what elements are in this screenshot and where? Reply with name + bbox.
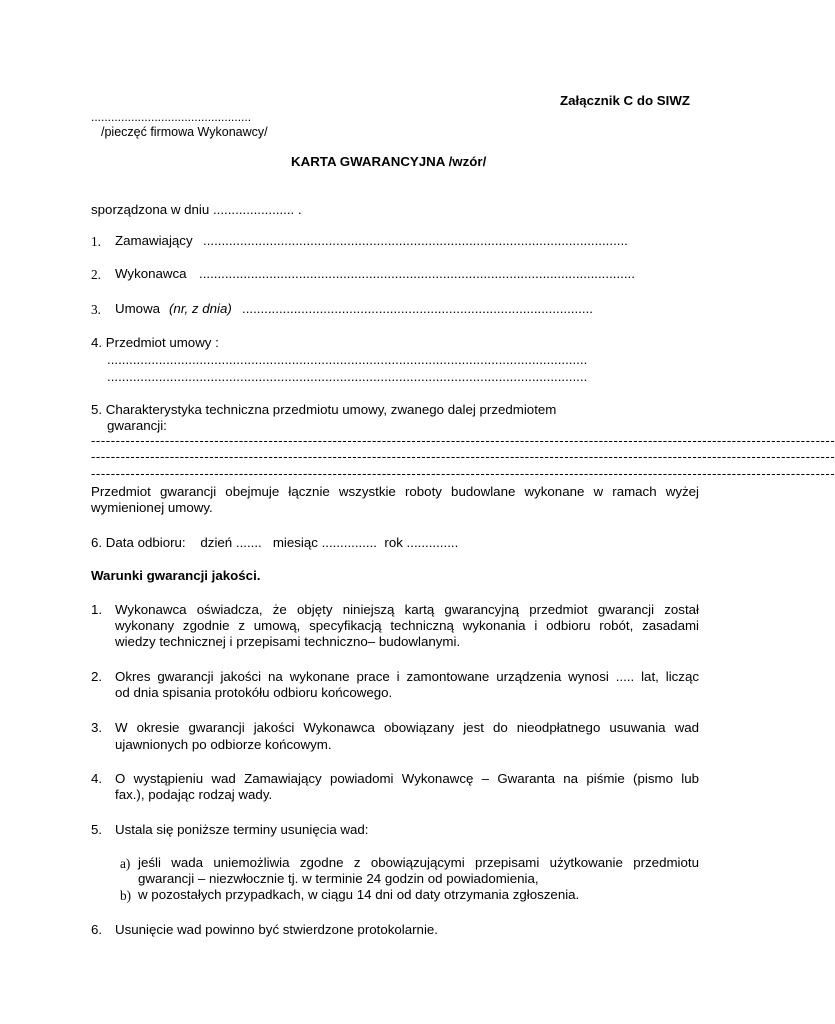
sub-item-a-number: a) <box>120 856 131 871</box>
field-4-line-1: .................................................................................................................................. <box>107 352 588 367</box>
field-1-dots: ................................................................................................................... <box>203 233 628 248</box>
attachment-label: Załącznik C do SIWZ <box>560 93 691 108</box>
field-2-label: Wykonawca <box>115 266 187 281</box>
sub-item-a-line-2: gwarancji – niezwłocznie tj. w terminie 24 godzin od powiadomienia, <box>138 871 539 886</box>
field-3-number: 3. <box>91 302 101 317</box>
condition-1-line-2: wykonany zgodnie z umową, specyfikacją techniczną wykonania i odbioru robót, zasadami <box>115 618 699 633</box>
field-1-label: Zamawiający <box>115 233 193 248</box>
condition-4-line-2: fax.), podając rodzaj wady. <box>115 787 273 802</box>
conditions-heading: Warunki gwarancji jakości. <box>91 568 261 583</box>
condition-3-line-2: ujawnionych po odbiorze końcowym. <box>115 737 332 752</box>
condition-4-number: 4. <box>91 771 103 786</box>
scope-line-1: Przedmiot gwarancji obejmuje łącznie wszystkie roboty budowlane wykonane w ramach wyżej <box>91 484 699 499</box>
condition-2-number: 2. <box>91 669 103 684</box>
field-2-dots: ...................................................................................................................... <box>199 266 635 281</box>
page-title: KARTA GWARANCYJNA /wzór/ <box>291 154 487 169</box>
condition-4-line-1: O wystąpieniu wad Zamawiający powiadomi Wykonawcę – Gwaranta na piśmie (pismo lub <box>115 771 699 786</box>
field-1-number: 1. <box>91 234 101 249</box>
condition-5-line-1: Ustala się poniższe terminy usunięcia wad: <box>115 822 369 837</box>
condition-2-line-1: Okres gwarancji jakości na wykonane prace i zamontowane urządzenia wynosi ..... lat, licząc <box>115 669 699 684</box>
field-5-label: 5. Charakterystyka techniczna przedmiotu umowy, zwanego dalej przedmiotem <box>91 402 557 417</box>
condition-5-number: 5. <box>91 822 103 837</box>
condition-3-number: 3. <box>91 720 103 735</box>
condition-6-line-1: Usunięcie wad powinno być stwierdzone protokolarnie. <box>115 922 438 937</box>
field-5-label-cont: gwarancji: <box>107 418 167 433</box>
scope-line-2: wymienionej umowy. <box>91 500 213 515</box>
stamp-dots: ................................................ <box>91 110 252 124</box>
stamp-label: /pieczęć firmowa Wykonawcy/ <box>101 125 268 139</box>
condition-3-line-1: W okresie gwarancji jakości Wykonawca obowiązany jest do nieodpłatnego usuwania wad <box>115 720 699 735</box>
sub-item-b-number: b) <box>120 888 132 903</box>
sub-item-b-line-1: w pozostałych przypadkach, w ciągu 14 dni od daty otrzymania zgłoszenia. <box>138 887 580 902</box>
condition-2-line-2: od dnia spisania protokółu odbioru końcowego. <box>115 685 393 700</box>
field-3-label: Umowa <box>115 301 161 316</box>
field-3-note: (nr, z dnia) <box>169 301 232 316</box>
sub-item-a-line-1: jeśli wada uniemożliwia zgodne z obowiązującymi przepisami użytkowanie przedmiotu <box>138 855 699 870</box>
field-4-line-2: .................................................................................................................................. <box>107 369 588 384</box>
field-6-receipt-date: 6. Data odbioru: dzień ....... miesiąc ............... rok .............. <box>91 535 459 550</box>
condition-6-number: 6. <box>91 922 103 937</box>
field-2-number: 2. <box>91 267 101 282</box>
prepared-date: sporządzona w dniu ...................... . <box>91 202 302 217</box>
dash-line-3: ------------------------------------------------------------------------------------------------------------------------------------------------------- <box>91 466 835 481</box>
field-4-label: 4. Przedmiot umowy : <box>91 335 219 350</box>
condition-1-line-3: wiedzy technicznej i przepisami techniczno– budowlanymi. <box>115 634 461 649</box>
condition-1-number: 1. <box>91 602 103 617</box>
dash-line-2: ------------------------------------------------------------------------------------------------------------------------------------------------------- <box>91 449 835 464</box>
dash-line-1: ------------------------------------------------------------------------------------------------------------------------------------------------------- <box>91 433 835 448</box>
condition-1-line-1: Wykonawca oświadcza, że objęty niniejszą kartą gwarancyjną przedmiot gwarancji został <box>115 602 699 617</box>
field-3-dots: ............................................................................................... <box>242 301 593 316</box>
